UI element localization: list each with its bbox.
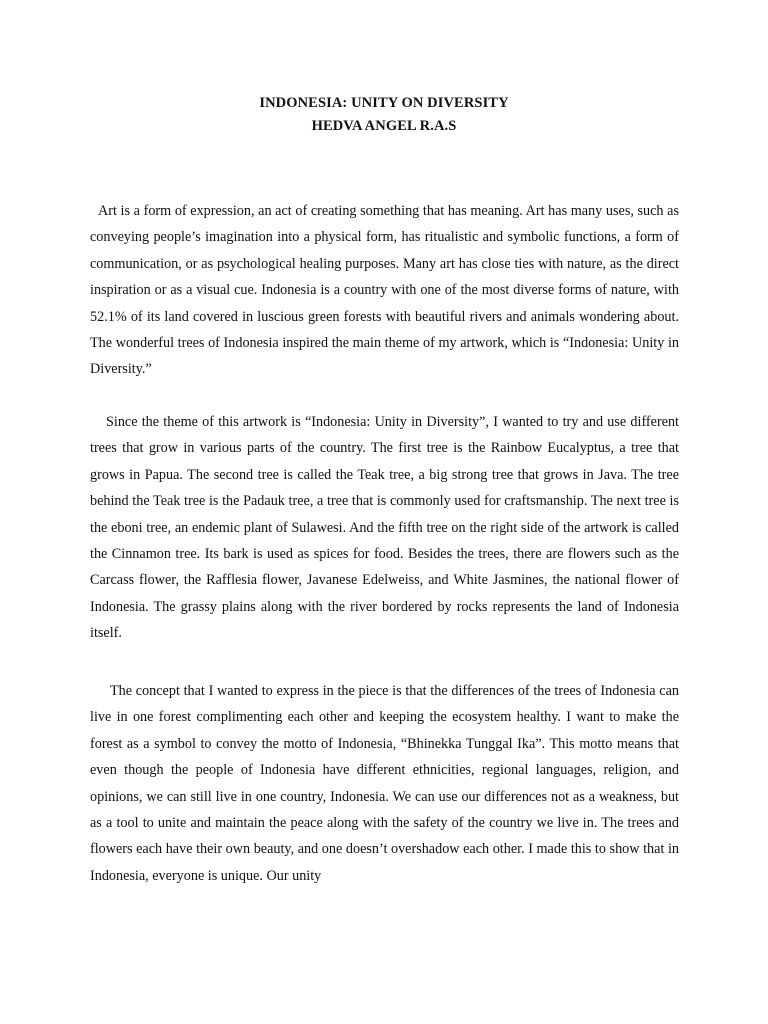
paragraph-1-container <box>90 198 679 383</box>
paragraph-2: Since the theme of this artwork is “Indonesia: Unity in Diversity”, I wanted to try and use different trees that grow in various parts of the country. The first tree is the Rainbow Eucalyptus, a tree that grows in Papua. The second tree is called the Teak tree, a big strong tree that grows in Java. The tree behind the Teak tree is the Padauk tree, a tree that is commonly used for craftsmanship. The next tree is the eboni tree, an endemic plant of Sulawesi. And the fifth tree on the right side of the artwork is called the Cinnamon tree. Its bark is used as spices for food. Besides the trees, there are flowers such as the Carcass flower, the Rafflesia flower, Javanese Edelweiss, and White Jasmines, the national flower of Indonesia. The grassy plains along with the river bordered by rocks represents the land of Indonesia itself. <box>90 414 679 642</box>
paragraph-1: Art is a form of expression, an act of creating something that has meaning. Art has many uses, such as conveying people’s imagination into a physical form, has ritualistic and symbolic functions, a form of communication, or as psychological healing purposes. Many art has close ties with nature, as the direct inspiration or as a visual cue. Indonesia is a country with one of the most diverse forms of nature, with 52.1% of its land covered in luscious green forests with beautiful rivers and animals wondering about. The wonderful trees of Indonesia inspired the main theme of my artwork, which is “Indonesia: Unity in Diversity.” <box>90 203 679 378</box>
document-author: HEDVA ANGEL R.A.S <box>311 118 457 134</box>
paragraph-3: The concept that I wanted to express in the piece is that the differences of the trees of Indonesia can live in one forest complimenting each other and keeping the ecosystem healthy. I want to make the forest as a symbol to convey the motto of Indonesia, “Bhinekka Tunggal Ika”. This motto means that even though the people of Indonesia have different ethnicities, regional languages, religion, and opinions, we can still live in one country, Indonesia. We can use our differences not as a weakness, but as a tool to unite and maintain the peace along with the safety of the country we live in. The trees and flowers each have their own beauty, and one doesn’t overshadow each other. I made this to show that in Indonesia, everyone is unique. Our unity <box>90 683 679 884</box>
paragraph-3-container <box>90 678 679 889</box>
paragraph-2-container <box>90 409 679 647</box>
title-block <box>0 92 768 138</box>
document-title: INDONESIA: UNITY ON DIVERSITY <box>259 95 509 111</box>
